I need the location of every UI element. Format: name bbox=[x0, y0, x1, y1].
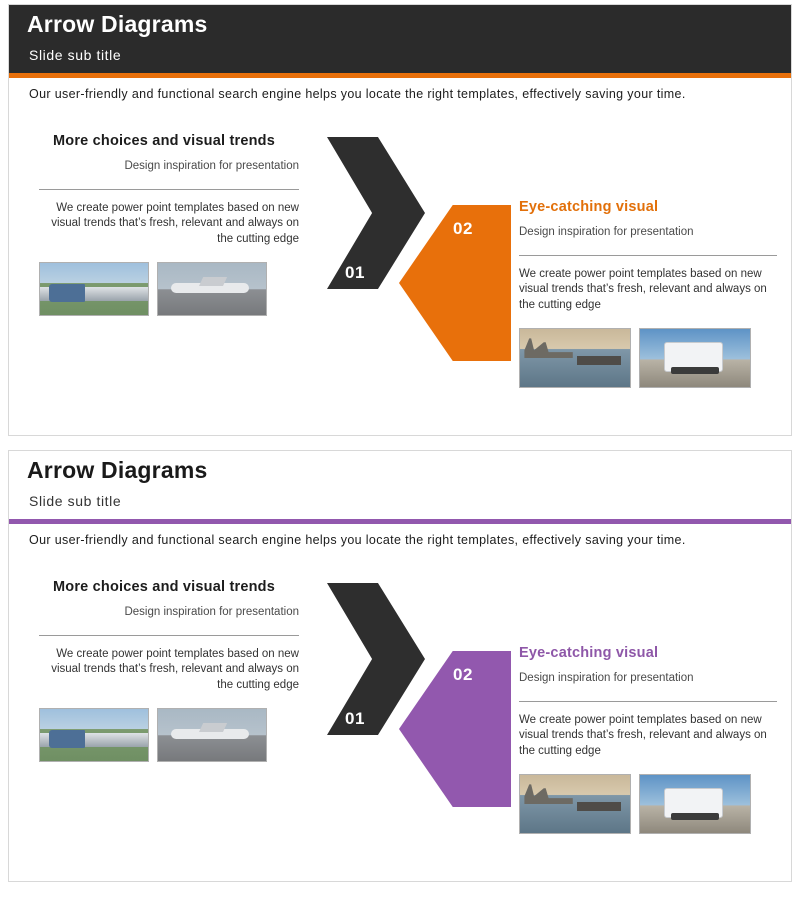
slide-1[interactable] bbox=[8, 4, 792, 436]
page-subtitle: Slide sub title bbox=[29, 493, 122, 509]
left-divider bbox=[39, 635, 299, 636]
slide-2-right-block bbox=[519, 645, 777, 834]
left-subtext: Design inspiration for presentation bbox=[124, 160, 299, 172]
slide-2-left-block bbox=[39, 579, 299, 762]
right-thumbnails bbox=[519, 328, 777, 388]
page-title: Arrow Diagrams bbox=[27, 457, 208, 483]
slide-1-accent-bar bbox=[9, 73, 791, 78]
arrow-step-01-number: 01 bbox=[345, 709, 365, 728]
slide-1-right-block bbox=[519, 199, 777, 388]
slide-2-header bbox=[9, 451, 791, 519]
slide-1-header bbox=[9, 5, 791, 73]
airplane-photo bbox=[157, 262, 267, 316]
slide-2-lead-text: Our user-friendly and functional search engine helps you locate the right templates, effectively saving your time. bbox=[29, 533, 686, 547]
arrow-step-02-number: 02 bbox=[453, 665, 473, 684]
page-subtitle: Slide sub title bbox=[29, 47, 122, 63]
cargo-port-photo bbox=[519, 774, 631, 834]
left-body: We create power point templates based on new visual trends that’s fresh, relevant and always on the cutting edge bbox=[51, 201, 299, 246]
left-heading: More choices and visual trends bbox=[53, 579, 275, 595]
slide-1-lead-text: Our user-friendly and functional search engine helps you locate the right templates, effectively saving your time. bbox=[29, 87, 686, 101]
right-heading: Eye-catching visual bbox=[519, 645, 659, 661]
right-body: We create power point templates based on new visual trends that’s fresh, relevant and always on the cutting edge bbox=[519, 267, 767, 312]
cargo-port-photo bbox=[519, 328, 631, 388]
truck-photo bbox=[639, 774, 751, 834]
left-body: We create power point templates based on new visual trends that’s fresh, relevant and always on the cutting edge bbox=[51, 647, 299, 692]
right-divider bbox=[519, 701, 777, 702]
truck-photo bbox=[639, 328, 751, 388]
arrow-step-01-number: 01 bbox=[345, 263, 365, 282]
slide-2[interactable] bbox=[8, 450, 792, 882]
left-thumbnails bbox=[39, 708, 299, 762]
arrow-step-01[interactable] bbox=[327, 583, 425, 735]
right-body: We create power point templates based on new visual trends that’s fresh, relevant and always on the cutting edge bbox=[519, 713, 767, 758]
right-heading: Eye-catching visual bbox=[519, 199, 659, 215]
right-subtext: Design inspiration for presentation bbox=[519, 672, 694, 684]
slide-1-left-block bbox=[39, 133, 299, 316]
left-subtext: Design inspiration for presentation bbox=[124, 606, 299, 618]
left-divider bbox=[39, 189, 299, 190]
arrow-step-02-number: 02 bbox=[453, 219, 473, 238]
airplane-photo bbox=[157, 708, 267, 762]
right-subtext: Design inspiration for presentation bbox=[519, 226, 694, 238]
page-title: Arrow Diagrams bbox=[27, 11, 208, 37]
train-photo bbox=[39, 708, 149, 762]
train-photo bbox=[39, 262, 149, 316]
right-divider bbox=[519, 255, 777, 256]
arrow-step-01[interactable] bbox=[327, 137, 425, 289]
left-heading: More choices and visual trends bbox=[53, 133, 275, 149]
right-thumbnails bbox=[519, 774, 777, 834]
slide-2-accent-bar bbox=[9, 519, 791, 524]
left-thumbnails bbox=[39, 262, 299, 316]
